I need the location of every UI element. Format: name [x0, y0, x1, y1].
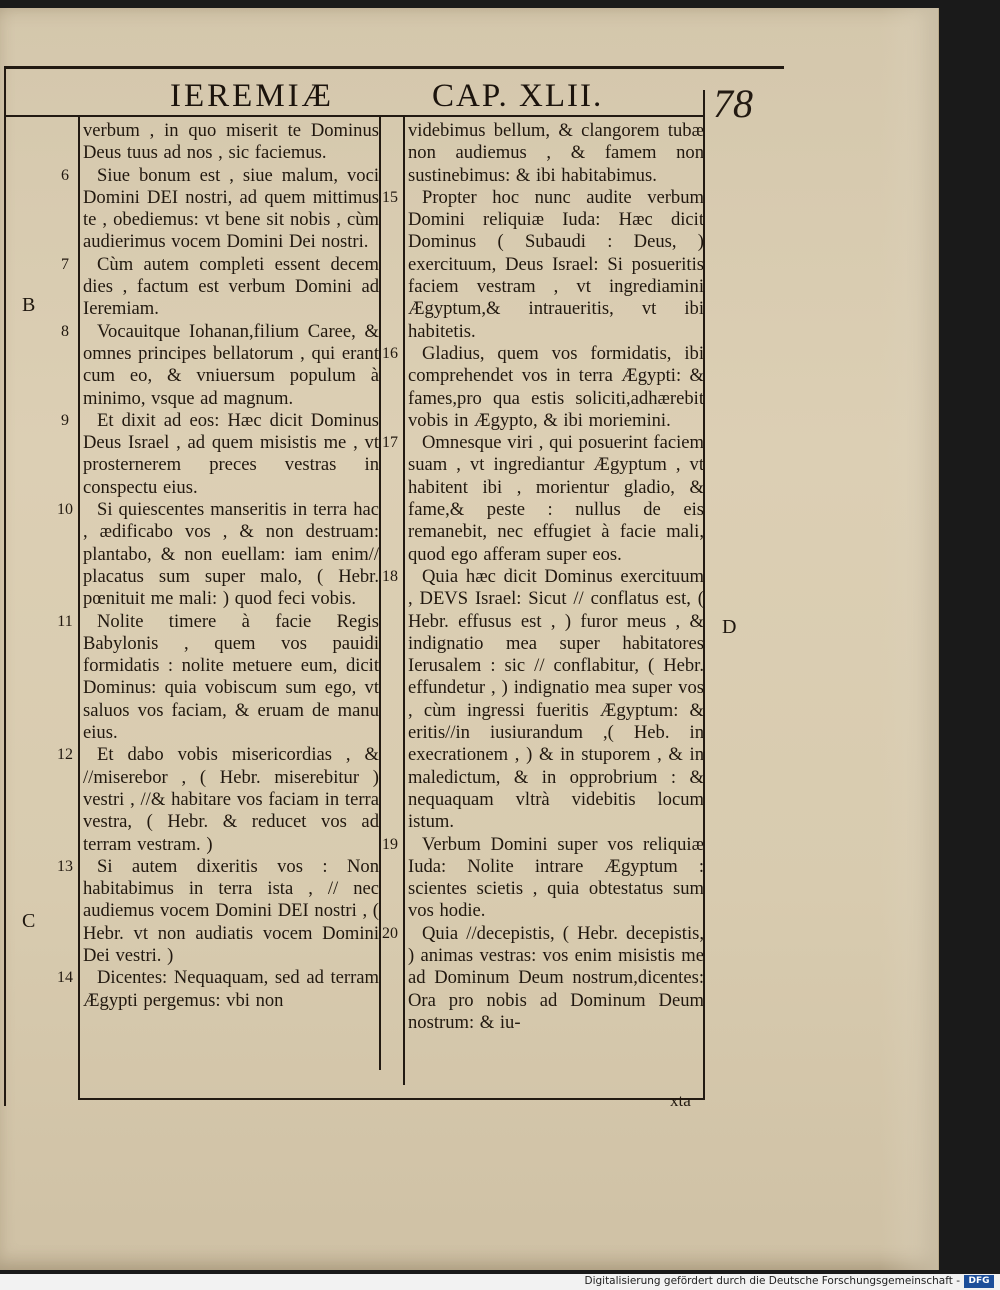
verse-number: 12	[57, 746, 73, 764]
verse-text: Quia //decepistis, ( Hebr. decepistis, ) animas vestras: vos enim misistis me ad Dominum Deum nostrum,dicentes: Ora pro nobis ad Dominum Deum nostrum: & iu-	[408, 922, 704, 1033]
verse	[57, 967, 379, 1012]
verse	[61, 164, 379, 254]
verse-text: videbimus bellum, & clangorem tubæ non audiemus , & famem non sustinebimus: & ibi habitabimus.	[408, 120, 704, 186]
verse-text: Et dixit ad eos: Hæc dicit Dominus Deus Israel , ad quem misistis me , vt prosternerem preces vestras in conspectu eius.	[83, 409, 379, 498]
verse-text: Et dabo vobis misericordias , & //miserebor , ( Hebr. miserebitur ) vestri , //& habitare vos faciam in terra vestra, ( Hebr. & reducet vos ad terram vestram. )	[83, 744, 379, 855]
margin-letter-c: C	[22, 910, 36, 932]
right-column	[382, 120, 704, 1034]
column-divider-right	[403, 115, 405, 1085]
verse-text: Propter hoc nunc audite verbum Domini reliquiæ Iuda: Hæc dicit Dominus ( Subaudi : Deus, ) exercituum, Deus Israel: Si posueritis faciem vestram , vt ingrediamini Ægyptum,& intraueritis, vt ibi habitetis.	[408, 186, 704, 342]
verse-text: Omnesque viri , qui posuerint faciem suam , vt ingrediantur Ægyptum , vt habitent ibi , morientur gladio, & fame,& peste : nullus de eis remanebit, nec effugiet à facie mali, quod ego afferam super eos.	[408, 432, 704, 565]
verse-number: 20	[382, 924, 398, 942]
verse-number: 18	[382, 567, 398, 585]
verse-text: Verbum Domini super vos reliquiæ Iuda: Nolite intrare Ægyptum : scientes scietis , quia obtestatus sum vos hodie.	[408, 833, 704, 922]
book-page	[0, 8, 939, 1270]
catchword: xta	[670, 1091, 691, 1110]
verse-number: 10	[57, 501, 73, 519]
verse	[408, 120, 704, 187]
verse-text: Gladius, quem vos formidatis, ibi comprehendet vos in terra Ægypti: & fames,pro qua estis soliciti,adhærebit vobis in Ægypto, & ibi moriemini.	[408, 342, 704, 431]
margin-rule-left	[78, 115, 80, 1100]
verse-text: Vocauitque Iohanan,filium Caree, & omnes principes bellatorum , qui erant cum eo, & vniuersum populum à minimo, vsque ad magnum.	[83, 320, 379, 409]
footer-rule	[80, 1098, 704, 1100]
verse-number: 19	[382, 835, 398, 853]
verse	[83, 120, 379, 165]
verse-number: 17	[382, 434, 398, 452]
verse-text: verbum , in quo miserit te Dominus Deus tuus ad nos , sic faciemus.	[83, 120, 379, 164]
margin-letter-b: B	[22, 294, 36, 316]
verse-text: Dicentes: Nequaquam, sed ad terram Ægypti pergemus: vbi non	[83, 967, 379, 1011]
verse-text: Siue bonum est , siue malum, voci Domini DEI nostri, ad quem mittimus te , obediemus: vt bene sit nobis , cùm audierimus vocem Domini Dei nostri.	[83, 164, 379, 253]
verse-number: 8	[61, 322, 69, 340]
verse-text: Si autem dixeritis vos : Non habitabimus in terra ista , // nec audiemus vocem Domini DEI nostri , ( Hebr. vt non audiatis vocem Domini Dei vestri. )	[83, 855, 379, 966]
verse	[382, 833, 704, 923]
margin-letter-d: D	[722, 616, 737, 638]
verse-number: 15	[382, 188, 398, 206]
verse-number: 11	[57, 612, 73, 630]
verse-text: Cùm autem completi essent decem dies , factum est verbum Domini ad Ieremiam.	[83, 253, 379, 320]
verse	[382, 565, 704, 834]
verse	[382, 432, 704, 566]
page-number: 78	[713, 81, 753, 126]
verse	[57, 855, 379, 967]
verse-number: 13	[57, 857, 73, 875]
verse	[382, 186, 704, 343]
book-title: IEREMIÆ	[170, 78, 334, 114]
header-rule-bottom	[4, 115, 704, 117]
verse	[61, 320, 379, 410]
verse	[382, 922, 704, 1034]
verse-number: 14	[57, 969, 73, 987]
verse-number: 7	[61, 255, 69, 273]
verse	[57, 744, 379, 855]
left-column	[57, 120, 379, 1012]
header-rule-top	[4, 66, 784, 69]
verse-text: Si quiescentes manseritis in terra hac , ædificabo vos , & non destruam: plantabo, & non euellam: iam enim// placatus sum super malo, ( Hebr. pœnituit me mali: ) quod feci vobis.	[83, 499, 379, 610]
verse	[61, 409, 379, 499]
chapter-heading: CAP. XLII.	[432, 78, 604, 114]
verse-number: 6	[61, 166, 69, 184]
outer-frame-left	[4, 66, 6, 1106]
funding-credit: Digitalisierung gefördert durch die Deutsche Forschungsgemeinschaft -	[584, 1275, 960, 1287]
verse-number: 9	[61, 411, 69, 429]
verse	[382, 342, 704, 432]
digitization-footer	[0, 1274, 1000, 1290]
verse-text: Nolite timere à facie Regis Babylonis , quem vos pauidi formidatis : nolite metuere eum, dicit Dominus: quia vobiscum sum ego, vt saluos vos faciam, & eruam de manu eius.	[83, 610, 379, 744]
verse-text: Quia hæc dicit Dominus exercituum , DEVS Israel: Sicut // conflatus est, ( Hebr. effusus est , ) furor meus , & indignatio mea super habitatores Ierusalem : sic // conflabitur, ( Hebr. effundetur , ) indignatio mea super vos , cùm ingressi fueritis Ægyptum: & eritis//in iusiurandum ,( Heb. in execrationem , ) & in stuporem , & in maledictum, & in opprobrium : & nequaquam vltrà videbitis locum istum.	[408, 565, 704, 833]
verse	[57, 610, 379, 745]
verse	[57, 499, 379, 610]
verse	[61, 253, 379, 321]
verse-number: 16	[382, 344, 398, 362]
dfg-logo: DFG	[964, 1275, 994, 1288]
